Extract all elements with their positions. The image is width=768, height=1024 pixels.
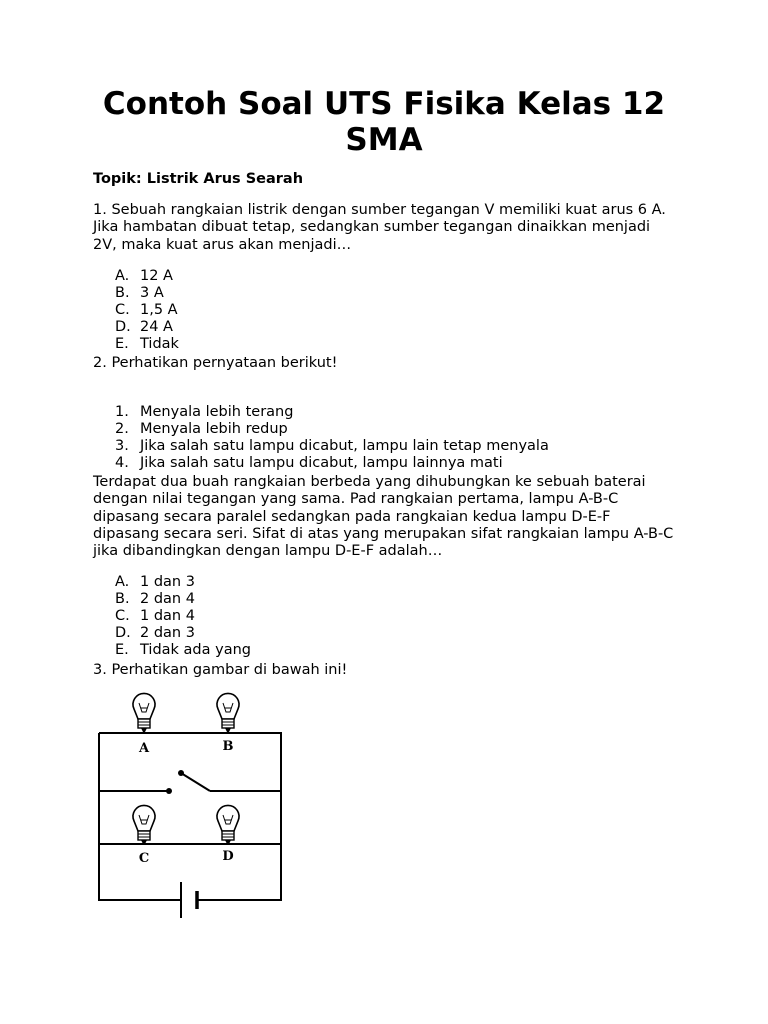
option-marker: A. xyxy=(115,268,130,284)
lamp-label-c: C xyxy=(138,851,150,866)
statement-text: Menyala lebih terang xyxy=(140,404,294,420)
option-marker: A. xyxy=(115,574,130,590)
option-text: 2 dan 4 xyxy=(140,591,195,607)
option-item xyxy=(93,608,251,625)
option-text: 12 A xyxy=(140,268,173,284)
statement-text: Jika salah satu lampu dicabut, lampu lain tetap menyala xyxy=(140,438,549,454)
circuit-wire-frame xyxy=(99,733,281,900)
option-marker: D. xyxy=(115,319,131,335)
option-text: 24 A xyxy=(140,319,173,335)
question-3-intro: 3. Perhatikan gambar di bawah ini! xyxy=(93,662,348,678)
option-item xyxy=(93,319,179,336)
bulb-icon xyxy=(133,693,155,732)
bulb-icon xyxy=(217,805,239,844)
statement-item xyxy=(93,404,549,421)
option-marker: D. xyxy=(115,625,131,641)
option-item xyxy=(93,336,179,353)
statement-text: Menyala lebih redup xyxy=(140,421,288,437)
question-2-statements xyxy=(93,404,549,472)
statement-item xyxy=(93,438,549,455)
option-item xyxy=(93,591,251,608)
option-marker: B. xyxy=(115,285,130,301)
option-text: 1 dan 3 xyxy=(140,574,195,590)
option-text: 1 dan 4 xyxy=(140,608,195,624)
bulb-icon xyxy=(133,805,155,844)
option-marker: C. xyxy=(115,608,130,624)
question-2-text: Terdapat dua buah rangkaian berbeda yang dihubungkan ke sebuah baterai dengan nilai tegangan yang sama. Pad rangkaian pertama, lampu A-B-C dipasang secara paralel sedangkan pada rangkaian kedua lampu D-E-F dipasang secara seri. Sifat di atas yang merupakan sifat rangkaian lampu A-B-C jika dibandingkan dengan lampu D-E-F adalah… xyxy=(93,474,674,560)
statement-marker: 1. xyxy=(115,404,129,420)
lamp-label-d: D xyxy=(222,849,234,864)
switch-pivot xyxy=(178,770,184,776)
option-marker: C. xyxy=(115,302,130,318)
question-2-options xyxy=(93,574,251,659)
lamp-label-a: A xyxy=(138,741,150,756)
option-marker: E. xyxy=(115,336,129,352)
statement-marker: 4. xyxy=(115,455,129,471)
option-text: 1,5 A xyxy=(140,302,178,318)
option-item xyxy=(93,625,251,642)
topic-heading: Topik: Listrik Arus Searah xyxy=(93,171,304,187)
switch-lever xyxy=(181,773,210,791)
option-item xyxy=(93,574,251,591)
statement-marker: 3. xyxy=(115,438,129,454)
lamp-label-b: B xyxy=(222,739,234,754)
question-1-text: 1. Sebuah rangkaian listrik dengan sumber tegangan V memiliki kuat arus 6 A. Jika hambatan dibuat tetap, sedangkan sumber tegangan dinaikkan menjadi 2V, maka kuat arus akan menjadi… xyxy=(93,202,666,253)
option-item xyxy=(93,285,179,302)
option-text: Tidak ada yang xyxy=(140,642,251,658)
question-1-options xyxy=(93,268,179,353)
option-text: 2 dan 3 xyxy=(140,625,195,641)
page-title: Contoh Soal UTS Fisika Kelas 12 SMA xyxy=(102,86,666,158)
bulb-icon xyxy=(217,693,239,732)
statement-item xyxy=(93,455,549,472)
option-item xyxy=(93,268,179,285)
option-marker: E. xyxy=(115,642,129,658)
circuit-diagram xyxy=(93,690,293,920)
question-2-intro: 2. Perhatikan pernyataan berikut! xyxy=(93,355,338,371)
option-text: 3 A xyxy=(140,285,164,301)
switch-contact-left xyxy=(166,788,172,794)
option-marker: B. xyxy=(115,591,130,607)
option-text: Tidak xyxy=(140,336,179,352)
option-item xyxy=(93,642,251,659)
statement-item xyxy=(93,421,549,438)
statement-marker: 2. xyxy=(115,421,129,437)
statement-text: Jika salah satu lampu dicabut, lampu lainnya mati xyxy=(140,455,503,471)
option-item xyxy=(93,302,179,319)
